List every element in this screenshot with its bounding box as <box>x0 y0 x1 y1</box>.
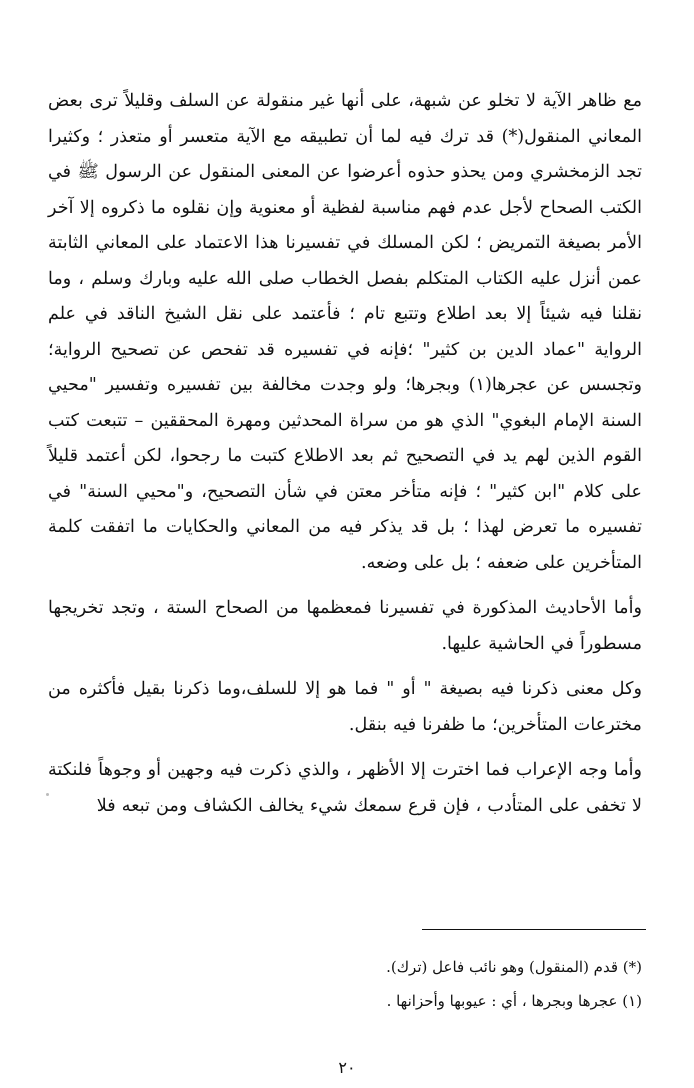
paragraph-1: مع ظاهر الآية لا تخلو عن شبهة، على أنها غير منقولة عن السلف وقليلاً ترى بعض المعاني المنقول(*) قد ترك فيه لما أن تطبيقه مع الآية متعسر أو متعذر ؛ وكثيرا تجد الزمخشري ومن يحذو حذوه أعرضوا عن المعنى المنقول عن الرسول ﷺ في الكتب الصحاح لأجل عدم فهم مناسبة لفظية أو معنوية وإن نقلوه ما ذكروه إلا آخر الأمر بصيغة التمريض ؛ لكن المسلك في تفسيرنا هذا الاعتماد على المعاني الثابتة عمن أنزل عليه الكتاب المتكلم بفصل الخطاب صلى الله عليه وبارك وسلم ، وما نقلنا فيه شيئاً إلا بعد اطلاع وتتبع تام ؛ فأعتمد على نقل الشيخ الناقد في علم الرواية "عماد الدين بن كثير" ؛فإنه في تفسيره قد تفحص عن تصحيح الرواية؛ وتجسس عن عجرها(١) وبجرها؛ ولو وجدت مخالفة بين تفسيره وتفسير "محيي السنة الإمام البغوي" الذي هو من سراة المحدثين ومهرة المحققين – تتبعت كتب القوم الذين لهم يد في التصحيح ثم بعد الاطلاع كتبت ما رجحوا، لكن أعتمد قليلاً على كلام "ابن كثير" ؛ فإنه متأخر معتن في شأن التصحيح، و"محيي السنة" في تفسيره ما تعرض لهذا ؛ بل قد يذكر فيه من المعاني والحكايات ما اتفقت كلمة المتأخرين على ضعفه ؛ بل على وضعه. <box>48 91 642 573</box>
footnotes <box>82 950 642 1018</box>
paragraph-3: وكل معنى ذكرنا فيه بصيغة " أو " فما هو إلا للسلف،وما ذكرنا بقيل فأكثره من مخترعات المتأخرين؛ ما ظفرنا فيه بنقل. <box>48 679 642 735</box>
paragraph-4: وأما وجه الإعراب فما اخترت إلا الأظهر ، والذي ذكرت فيه وجهين أو وجوهاً فلنكتة لا تخفى على المتأدب ، فإن قرع سمعك شيء يخالف الكشاف ومن تبعه فلا <box>48 760 642 816</box>
page-number: ٢٠ <box>338 1058 356 1077</box>
scan-speck <box>46 793 49 796</box>
footnote-asterisk: (*) قدم (المنقول) وهو نائب فاعل (ترك). <box>386 958 642 976</box>
footnote-1: (١) عجرها وبجرها ، أي : عيوبها وأحزانها . <box>386 992 642 1010</box>
paragraph-2: وأما الأحاديث المذكورة في تفسيرنا فمعظمها من الصحاح الستة ، وتجد تخريجها مسطوراً في الحاشية عليها. <box>48 598 642 654</box>
footnote-separator <box>422 929 646 930</box>
main-text <box>48 84 642 824</box>
